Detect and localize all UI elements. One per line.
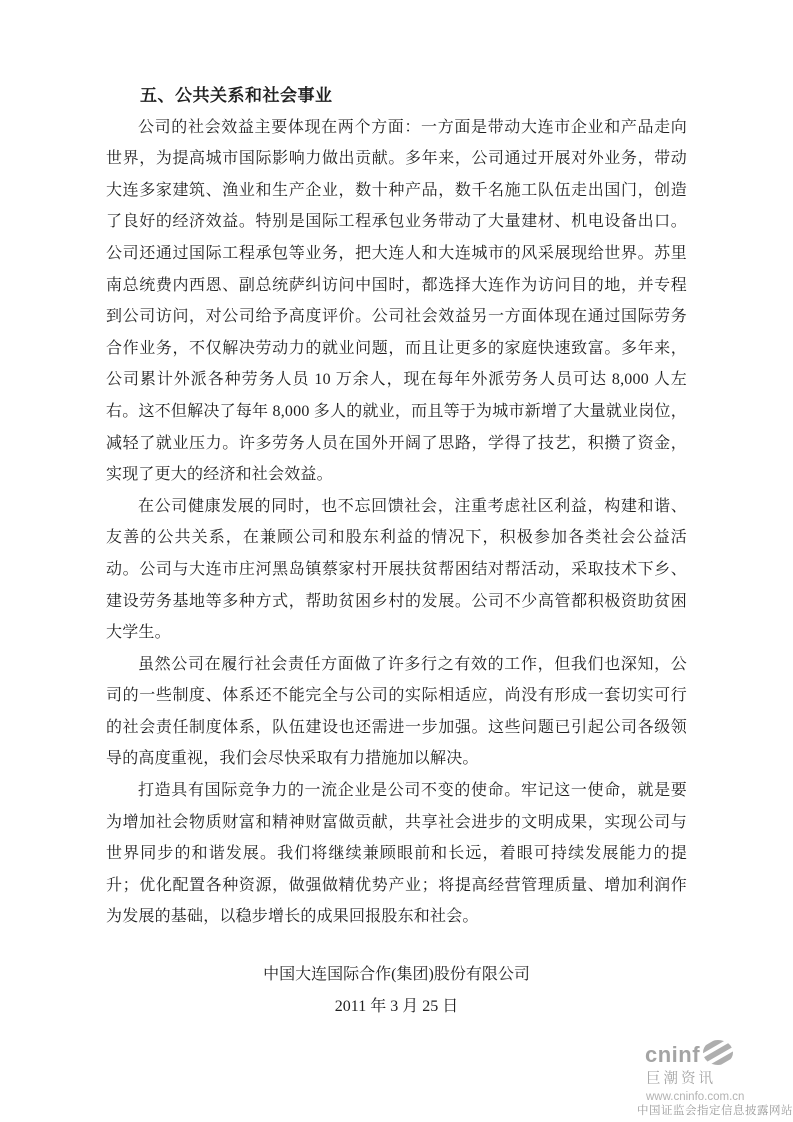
cninfo-swirl-icon bbox=[702, 1039, 734, 1071]
cninfo-brand-cn: 巨潮资讯 bbox=[646, 1070, 716, 1087]
cninfo-url: www.cninfo.com.cn bbox=[646, 1090, 745, 1103]
company-name: 中国大连国际合作(集团)股份有限公司 bbox=[263, 966, 530, 984]
document-content bbox=[106, 80, 687, 1023]
cninfo-tagline: 中国证监会指定信息披露网站 bbox=[637, 1105, 793, 1118]
section-heading: 五、公共关系和社会事业 bbox=[140, 86, 333, 105]
cninfo-watermark bbox=[637, 1039, 793, 1118]
paragraph-social-benefit: 公司的社会效益主要体现在两个方面：一方面是带动大连市企业和产品走向世界，为提高城市国际影响力做出贡献。多年来，公司通过开展对外业务，带动大连多家建筑、渔业和生产企业，数十种产品，数千名施工队伍走出国门，创造了良好的经济效益。特别是国际工程承包业务带动了大量建材、机电设备出口。公司还通过国际工程承包等业务，把大连人和大连城市的风采展现给世界。苏里南总统费内西恩、副总统萨纠访问中国时，都选择大连作为访问目的地，并专程到公司访问，对公司给予高度评价。公司社会效益另一方面体现在通过国际劳务合作业务，不仅解决劳动力的就业问题，而且让更多的家庭快速致富。多年来，公司累计外派各种劳务人员 10 万余人，现在每年外派劳务人员可达 8,000 人左右。这不但解决了每年 8,000 多人的就业，而且等于为城市新增了大量就业岗位，减轻了就业压力。许多劳务人员在国外开阔了思路，学得了技艺，积攒了资金，实现了更大的经济和社会效益。 bbox=[106, 118, 687, 484]
report-date: 2011 年 3 月 25 日 bbox=[334, 998, 459, 1016]
cninfo-logo-row bbox=[637, 1039, 789, 1071]
paragraph-shortcomings: 虽然公司在履行社会责任方面做了许多行之有效的工作，但我们也深知，公司的一些制度、体系还不能完全与公司的实际相适应，尚没有形成一套切实可行的社会责任制度体系，队伍建设也还需进一步加强。这些问题已引起公司各级领导的高度重视，我们会尽快采取有力措施加以解决。 bbox=[106, 655, 687, 768]
signature-block bbox=[106, 959, 687, 1023]
cninfo-logo-text: cninf bbox=[645, 1041, 701, 1067]
paragraph-mission: 打造具有国际竞争力的一流企业是公司不变的使命。牢记这一使命，就是要为增加社会物质财富和精神财富做贡献，共享社会进步的文明成果，实现公司与世界同步的和谐发展。我们将继续兼顾眼前和长远，着眼可持续发展能力的提升；优化配置各种资源，做强做精优势产业；将提高经营管理质量、增加利润作为发展的基础，以稳步增长的成果回报股东和社会。 bbox=[106, 782, 687, 926]
paragraph-community-welfare: 在公司健康发展的同时，也不忘回馈社会，注重考虑社区利益，构建和谐、友善的公共关系，在兼顾公司和股东利益的情况下，积极参加各类社会公益活动。公司与大连市庄河黑岛镇蔡家村开展扶贫帮困结对帮活动，采取技术下乡、建设劳务基地等多种方式，帮助贫困乡村的发展。公司不少高管都积极资助贫困大学生。 bbox=[106, 497, 687, 642]
